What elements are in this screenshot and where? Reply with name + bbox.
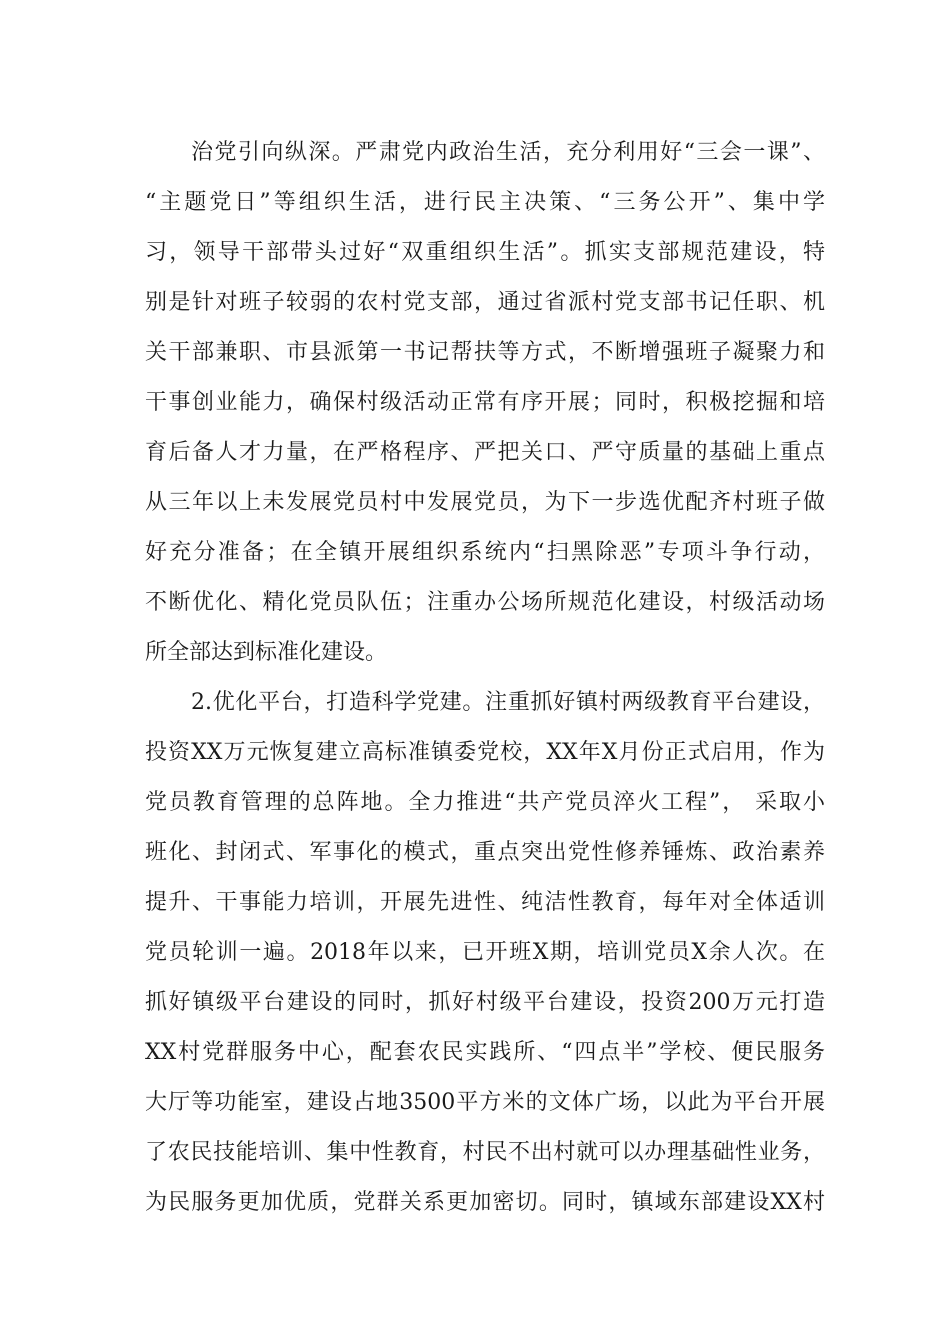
paragraph-1 xyxy=(145,128,825,678)
paragraph-line: “主题党日”等组织生活，进行民主决策、“三务公开”、集中学 xyxy=(145,190,825,215)
paragraph-line: 投资XX万元恢复建立高标准镇委党校，XX年X月份正式启用，作为 xyxy=(145,740,825,765)
paragraph-line: 所全部达到标准化建设。 xyxy=(145,640,388,665)
paragraph-line: 了农民技能培训、集中性教育，村民不出村就可以办理基础性业务， xyxy=(145,1140,825,1165)
paragraph-line: 习，领导干部带头过好“双重组织生活”。抓实支部规范建设，特 xyxy=(145,240,825,265)
paragraph-line: 提升、干事能力培训，开展先进性、纯洁性教育，每年对全体适训 xyxy=(145,890,825,915)
paragraph-line: 班化、封闭式、军事化的模式，重点突出党性修养锤炼、政治素养 xyxy=(145,840,825,865)
paragraph-line: 别是针对班子较弱的农村党支部，通过省派村党支部书记任职、机 xyxy=(145,290,825,315)
paragraph-line: 党员轮训一遍。2018年以来，已开班X期，培训党员X余人次。在 xyxy=(145,940,825,965)
paragraph-line: 不断优化、精化党员队伍；注重办公场所规范化建设，村级活动场 xyxy=(145,590,825,615)
paragraph-line: 育后备人才力量，在严格程序、严把关口、严守质量的基础上重点 xyxy=(145,440,825,465)
paragraph-line: 抓好镇级平台建设的同时，抓好村级平台建设，投资200万元打造 xyxy=(145,990,825,1015)
paragraph-line: XX村党群服务中心，配套农民实践所、“四点半”学校、便民服务 xyxy=(145,1040,825,1065)
paragraph-line: 治党引向纵深。严肃党内政治生活，充分利用好“三会一课”、 xyxy=(191,140,825,165)
paragraph-line: 为民服务更加优质，党群关系更加密切。同时，镇域东部建设XX村 xyxy=(145,1190,825,1215)
paragraph-line: 大厅等功能室，建设占地3500平方米的文体广场，以此为平台开展 xyxy=(145,1090,825,1115)
paragraph-line: 关干部兼职、市县派第一书记帮扶等方式，不断增强班子凝聚力和 xyxy=(145,340,825,365)
paragraph-line: 2.优化平台，打造科学党建。注重抓好镇村两级教育平台建设， xyxy=(191,690,825,715)
document-body xyxy=(145,128,825,1228)
paragraph-line: 好充分准备；在全镇开展组织系统内“扫黑除恶”专项斗争行动， xyxy=(145,540,825,565)
paragraph-2 xyxy=(145,678,825,1228)
paragraph-line: 党员教育管理的总阵地。全力推进“共产党员淬火工程”， 采取小 xyxy=(145,790,825,815)
paragraph-line: 干事创业能力，确保村级活动正常有序开展；同时，积极挖掘和培 xyxy=(145,390,825,415)
paragraph-line: 从三年以上未发展党员村中发展党员，为下一步选优配齐村班子做 xyxy=(145,490,825,515)
